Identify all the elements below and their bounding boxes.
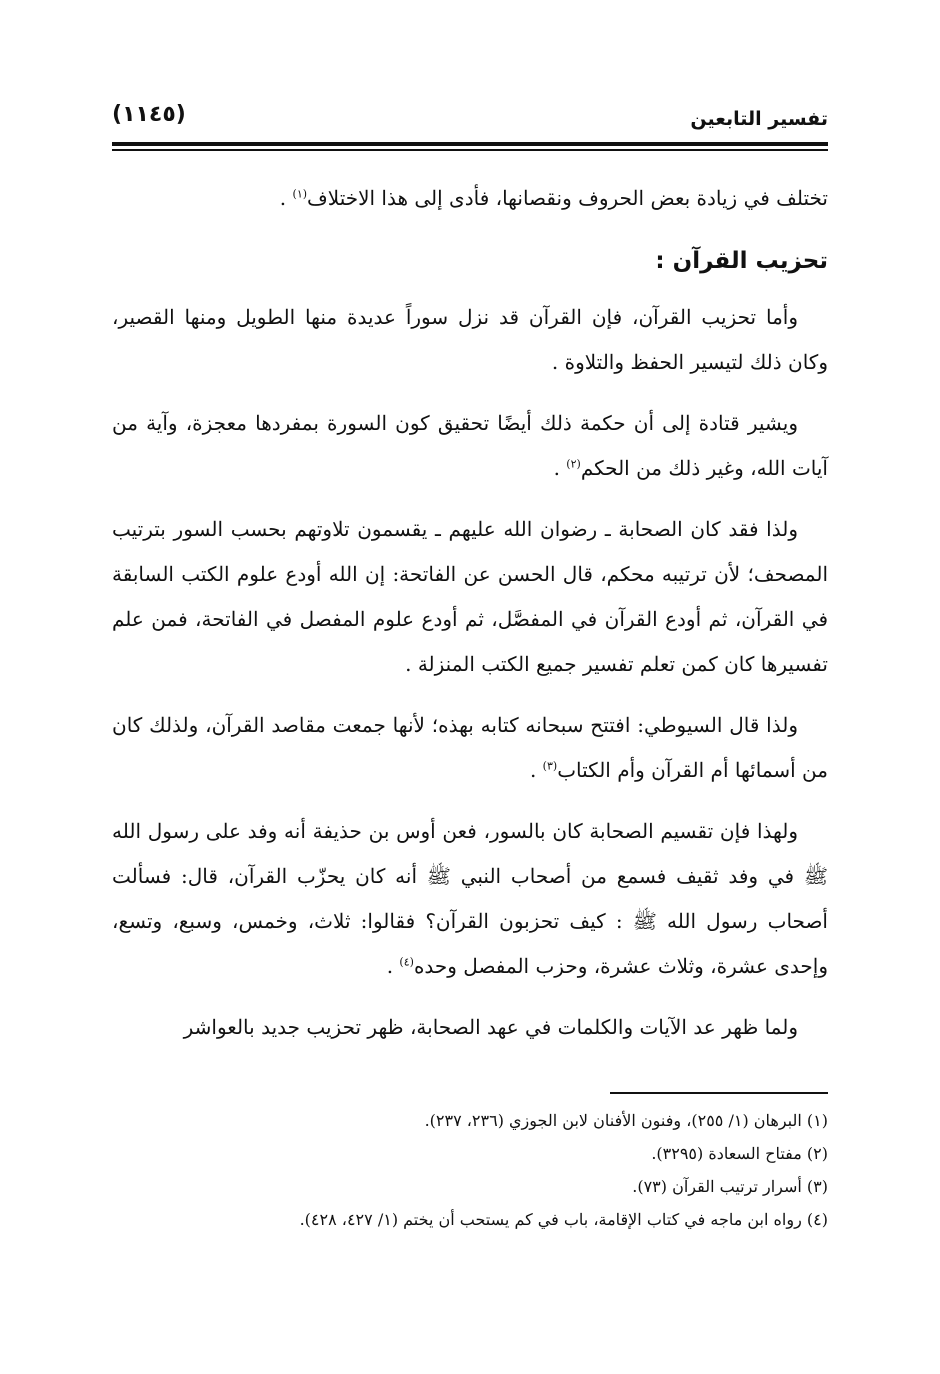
paragraph-continued: تختلف في زيادة بعض الحروف ونقصانها، فأدى إلى هذا الاختلاف$^{(١)}$ . [279,186,828,210]
header-rule-thick [112,142,828,146]
page-number: (١١٤٥) [112,102,186,127]
footnote-ref[interactable]: (١) [292,187,308,201]
footnote-1: (١) البرهان (١/ ٢٥٥)، وفنون الأفنان لابن الجوزي (٢٣٦، ٢٣٧). [424,1111,828,1130]
page-header [112,96,828,142]
paragraph: ويشير قتادة إلى أن حكمة ذلك أيضًا تحقيق كون السورة بمفردها معجزة، وآية من آيات الله، وغير ذلك من الحكم$^{(٢)}$ . [112,411,828,480]
paragraph: ولذا فقد كان الصحابة ـ رضوان الله عليهم ـ يقسمون تلاوتهم بحسب السور بترتيب المصحف؛ لأن ترتيبه محكم، قال الحسن عن الفاتحة: إن الله أودع علوم الكتب السابقة في القرآن، ثم أودع القرآن في المفصَّل، ثم أودع علوم المفصل في الفاتحة، فمن علم تفسيرها كان كمن تعلم تفسير جميع الكتب المنزلة . [112,517,828,676]
footnote-ref[interactable]: (٢) [566,457,581,471]
paragraph: ولما ظهر عد الآيات والكلمات في عهد الصحابة، ظهر تحزيب جديد بالعواشر [183,1015,798,1039]
paragraph: ولذا قال السيوطي: افتتح سبحانه كتابه بهذه؛ لأنها جمعت مقاصد القرآن، ولذلك كان من أسمائها أم القرآن وأم الكتاب$^{(٣)}$ . [112,713,828,782]
paragraph-text: تختلف في زيادة بعض الحروف ونقصانها، فأدى إلى هذا الاختلاف [307,186,828,210]
footnotes [112,1104,828,1236]
running-title: تفسير التابعين [690,108,828,130]
paragraph-text: ويشير قتادة إلى أن حكمة ذلك أيضًا تحقيق كون السورة بمفردها معجزة، وآية من آيات الله، وغير ذلك من الحكم [112,411,828,480]
section-heading: تحزيب القرآن : [655,248,828,274]
paragraph-text: ولذا قال السيوطي: افتتح سبحانه كتابه بهذه؛ لأنها جمعت مقاصد القرآن، ولذلك كان من أسمائها أم القرآن وأم الكتاب [112,713,828,782]
footnote-separator [610,1092,828,1094]
paragraph: وأما تحزيب القرآن، فإن القرآن قد نزل سوراً عديدة منها الطويل ومنها القصير، وكان ذلك لتيسير الحفظ والتلاوة . [112,305,828,374]
footnote-ref[interactable]: (٤) [399,955,414,969]
footnote-ref[interactable]: (٣) [542,759,558,773]
footnote-2: (٢) مفتاح السعادة (٣٢٩٥). [651,1144,828,1163]
footnote-3: (٣) أسرار ترتيب القرآن (٧٣). [632,1177,828,1196]
paragraph-text: ولهذا فإن تقسيم الصحابة كان بالسور، فعن أوس بن حذيفة أنه وفد على رسول الله ﷺ في وفد ثقيف فسمع من أصحاب النبي ﷺ أنه كان يحزّب القرآن، قال: فسألت أصحاب رسول الله ﷺ : كيف تحزبون القرآن؟ فقالوا: ثلاث، وخمس، وسبع، وتسع، وإحدى عشرة، وثلاث عشرة، وحزب المفصل وحده [112,819,828,978]
paragraph: ولهذا فإن تقسيم الصحابة كان بالسور، فعن أوس بن حذيفة أنه وفد على رسول الله ﷺ في وفد ثقيف فسمع من أصحاب النبي ﷺ أنه كان يحزّب القرآن، قال: فسألت أصحاب رسول الله ﷺ : كيف تحزبون القرآن؟ فقالوا: ثلاث، وخمس، وسبع، وتسع، وإحدى عشرة، وثلاث عشرة، وحزب المفصل وحده$^{(٤)}$ . [112,819,828,978]
footnote-4: (٤) رواه ابن ماجه في كتاب الإقامة، باب في كم يستحب أن يختم (١/ ٤٢٧، ٤٢٨). [299,1210,828,1229]
header-rule-thin [112,149,828,151]
main-text [112,176,828,1066]
